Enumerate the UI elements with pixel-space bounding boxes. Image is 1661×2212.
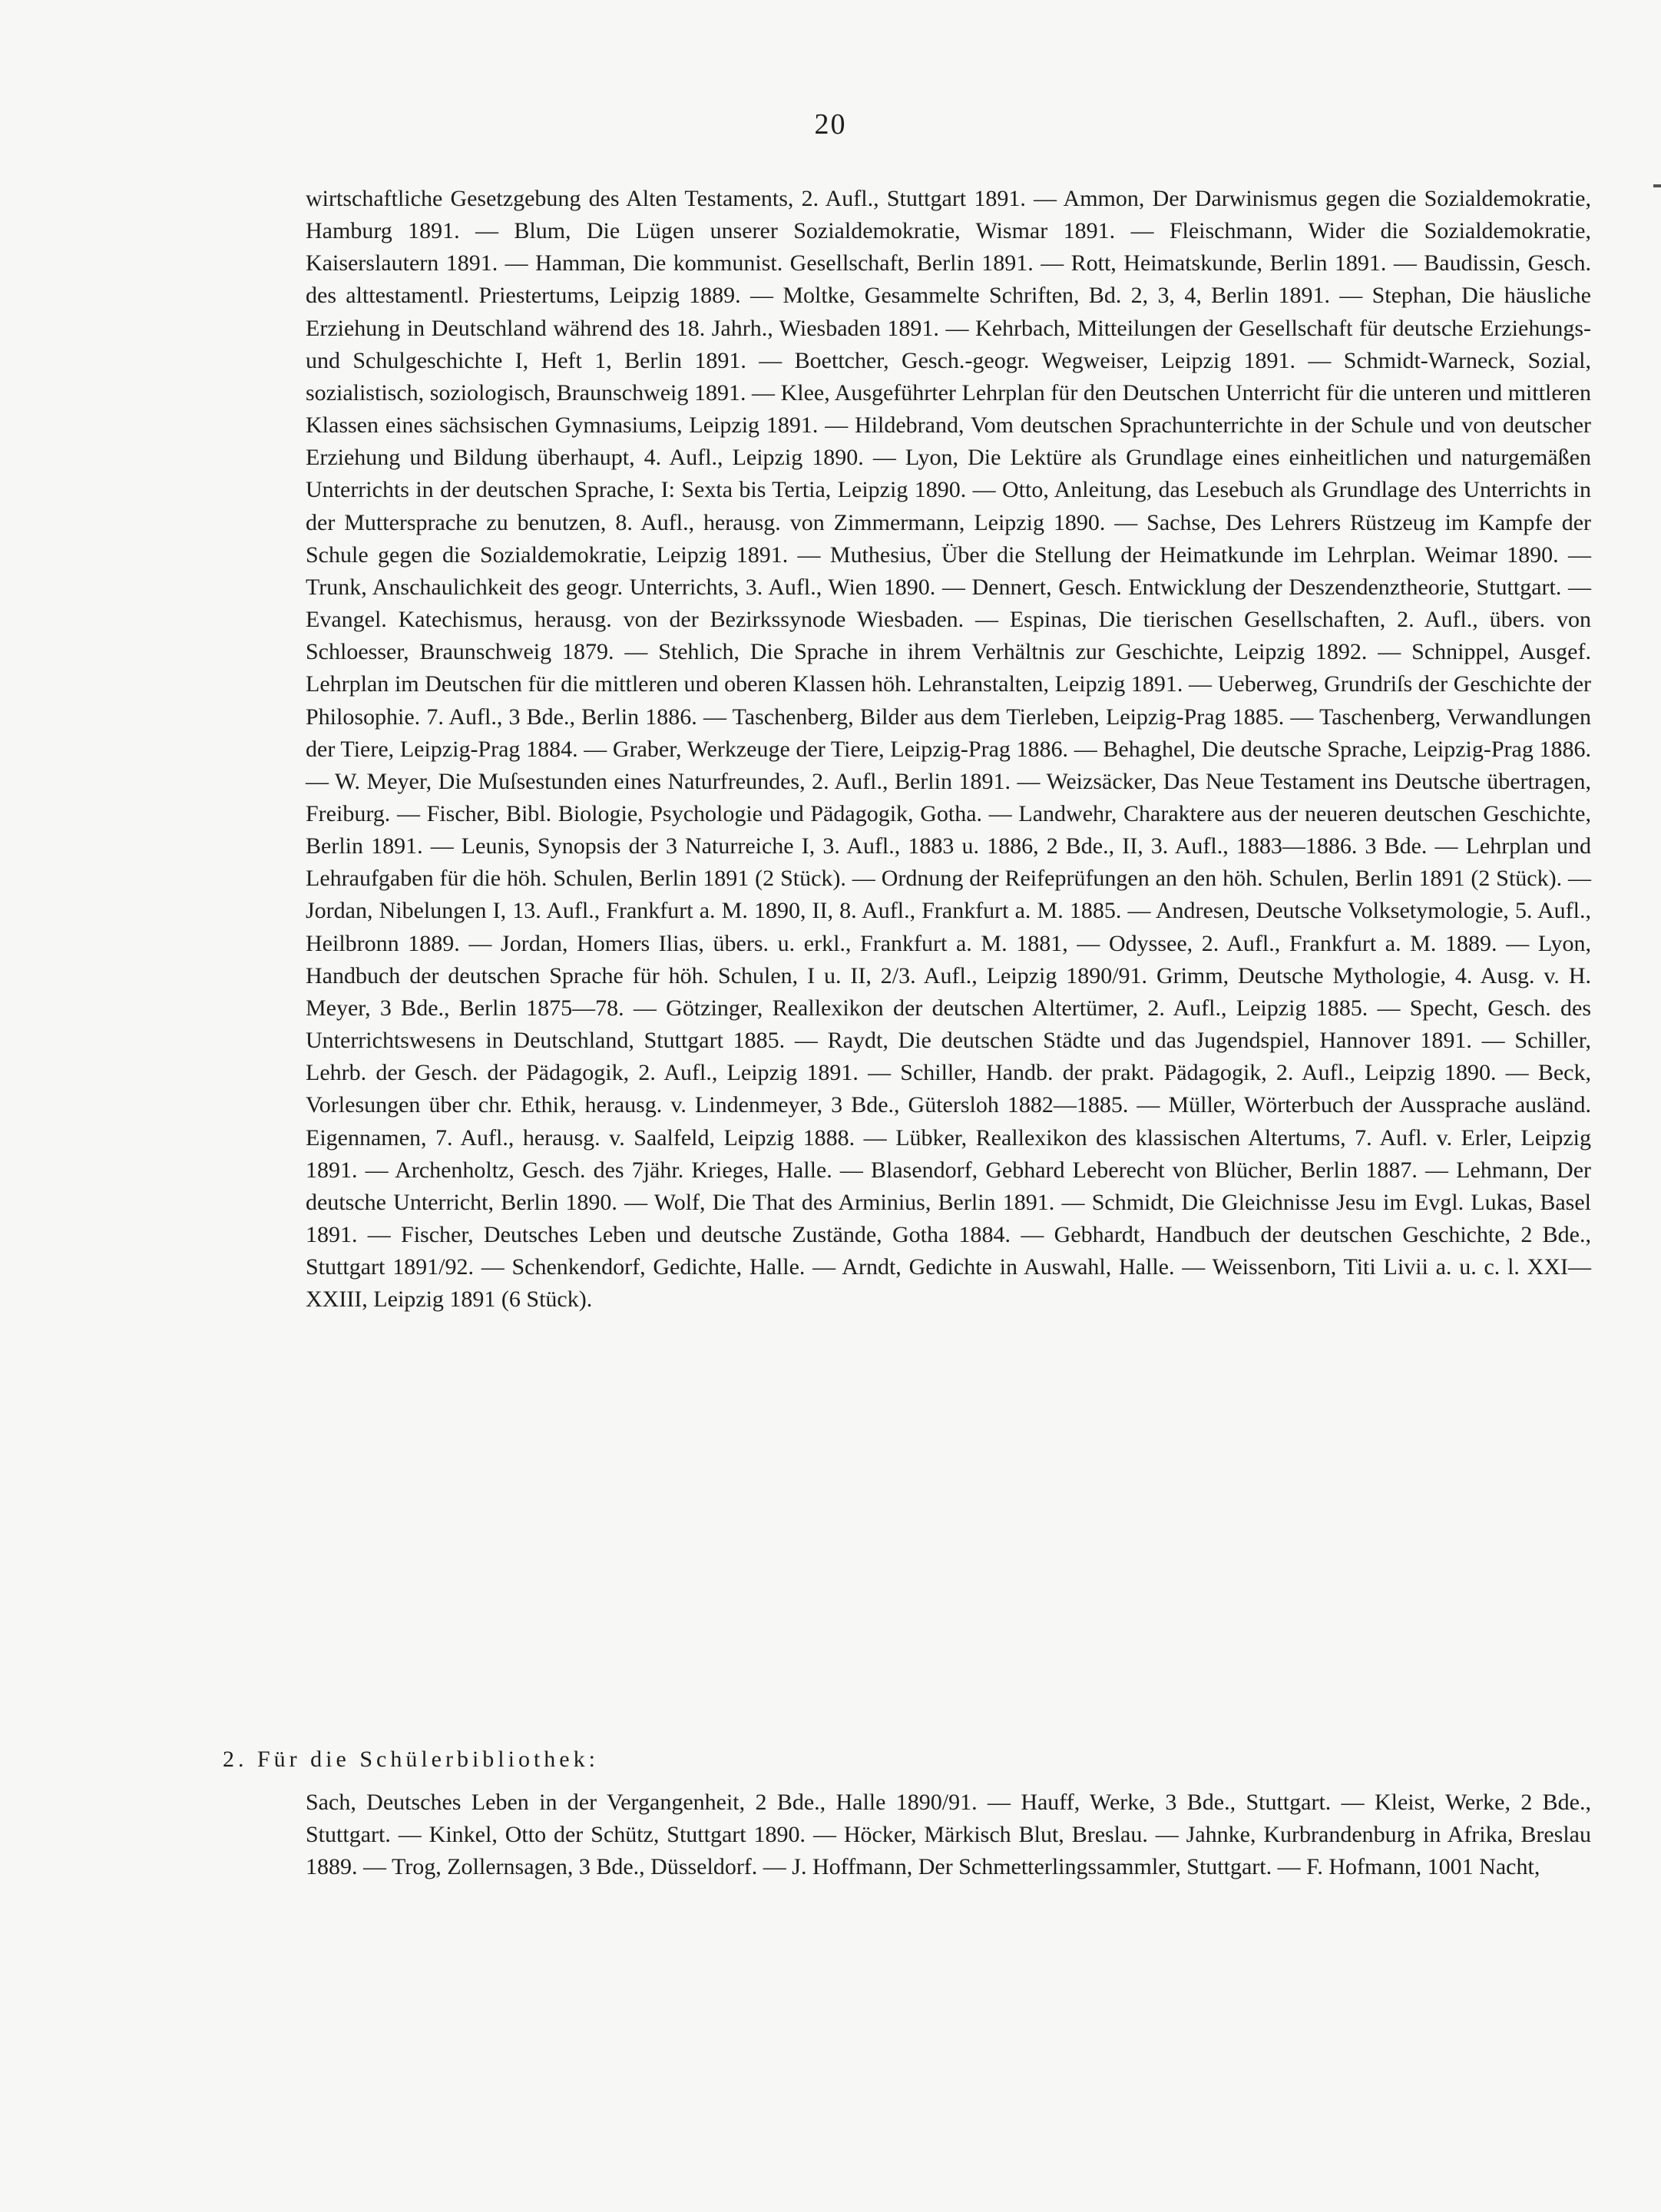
scan-edge-mark	[1653, 184, 1661, 187]
section-heading: 2. Für die Schülerbibliothek:	[223, 1747, 599, 1772]
section-text-block	[306, 1786, 1591, 1883]
bibliography-paragraph: wirtschaftliche Gesetzgebung des Alten Testaments, 2. Aufl., Stuttgart 1891. — Ammon, Der Darwinismus gegen die Sozialdemokratie, Hamburg 1891. — Blum, Die Lügen unserer Sozialdemokratie, Wismar 1891. — Fleischmann, Wider die Sozialdemokratie, Kaiserslautern 1891. — Hamman, Die kommunist. Gesellschaft, Berlin 1891. — Rott, Heimatskunde, Berlin 1891. — Baudissin, Gesch. des alttestamentl. Priestertums, Leipzig 1889. — Moltke, Gesammelte Schriften, Bd. 2, 3, 4, Berlin 1891. — Stephan, Die häusliche Erziehung in Deutschland während des 18. Jahrh., Wiesbaden 1891. — Kehrbach, Mitteilungen der Gesellschaft für deutsche Erziehungs- und Schulgeschichte I, Heft 1, Berlin 1891. — Boettcher, Gesch.-geogr. Wegweiser, Leipzig 1891. — Schmidt-Warneck, Sozial, sozialistisch, soziologisch, Braunschweig 1891. — Klee, Ausgeführter Lehrplan für den Deutschen Unterricht für die unteren und mittleren Klassen eines sächsischen Gymnasiums, Leipzig 1891. — Hildebrand, Vom deutschen Sprachunterrichte in der Schule und von deutscher Erziehung und Bildung überhaupt, 4. Aufl., Leipzig 1890. — Lyon, Die Lektüre als Grundlage eines einheitlichen und naturgemäßen Unterrichts in der deutschen Sprache, I: Sexta bis Tertia, Leipzig 1890. — Otto, Anleitung, das Lesebuch als Grundlage des Unterrichts in der Muttersprache zu benutzen, 8. Aufl., herausg. von Zimmermann, Leipzig 1890. — Sachse, Des Lehrers Rüstzeug im Kampfe der Schule gegen die Sozialdemokratie, Leipzig 1891. — Muthesius, Über die Stellung der Heimatkunde im Lehrplan. Weimar 1890. — Trunk, Anschaulichkeit des geogr. Unterrichts, 3. Aufl., Wien 1890. — Dennert, Gesch. Entwicklung der Deszendenztheorie, Stuttgart. — Evangel. Katechismus, herausg. von der Bezirkssynode Wiesbaden. — Espinas, Die tierischen Gesellschaften, 2. Aufl., übers. von Schloesser, Braunschweig 1879. — Stehlich, Die Sprache in ihrem Verhältnis zur Geschichte, Leipzig 1892. — Schnippel, Ausgef. Lehrplan im Deutschen für die mittleren und oberen Klassen höh. Lehranstalten, Leipzig 1891. — Ueberweg, Grundriſs der Geschichte der Philosophie. 7. Aufl., 3 Bde., Berlin 1886. — Taschenberg, Bilder aus dem Tierleben, Leipzig-Prag 1885. — Taschenberg, Verwandlungen der Tiere, Leipzig-Prag 1884. — Graber, Werkzeuge der Tiere, Leipzig-Prag 1886. — Behaghel, Die deutsche Sprache, Leipzig-Prag 1886. — W. Meyer, Die Muſsestunden eines Naturfreundes, 2. Aufl., Berlin 1891. — Weizsäcker, Das Neue Testament ins Deutsche übertragen, Freiburg. — Fischer, Bibl. Biologie, Psychologie und Pädagogik, Gotha. — Landwehr, Charaktere aus der neueren deutschen Geschichte, Berlin 1891. — Leunis, Synopsis der 3 Naturreiche I, 3. Aufl., 1883 u. 1886, 2 Bde., II, 3. Aufl., 1883—1886. 3 Bde. — Lehrplan und Lehraufgaben für die höh. Schulen, Berlin 1891 (2 Stück). — Ordnung der Reifeprüfungen an den höh. Schulen, Berlin 1891 (2 Stück). — Jordan, Nibelungen I, 13. Aufl., Frankfurt a. M. 1890, II, 8. Aufl., Frankfurt a. M. 1885. — Andresen, Deutsche Volksetymologie, 5. Aufl., Heilbronn 1889. — Jordan, Homers Ilias, übers. u. erkl., Frankfurt a. M. 1881, — Odyssee, 2. Aufl., Frankfurt a. M. 1889. — Lyon, Handbuch der deutschen Sprache für höh. Schulen, I u. II, 2/3. Aufl., Leipzig 1890/91. Grimm, Deutsche Mythologie, 4. Ausg. v. H. Meyer, 3 Bde., Berlin 1875—78. — Götzinger, Reallexikon der deutschen Altertümer, 2. Aufl., Leipzig 1885. — Specht, Gesch. des Unterrichtswesens in Deutschland, Stuttgart 1885. — Raydt, Die deutschen Städte und das Jugendspiel, Hannover 1891. — Schiller, Lehrb. der Gesch. der Pädagogik, 2. Aufl., Leipzig 1891. — Schiller, Handb. der prakt. Pädagogik, 2. Aufl., Leipzig 1890. — Beck, Vorlesungen über chr. Ethik, herausg. v. Lindenmeyer, 3 Bde., Gütersloh 1882—1885. — Müller, Wörterbuch der Aussprache ausländ. Eigennamen, 7. Aufl., herausg. v. Saalfeld, Leipzig 1888. — Lübker, Reallexikon des klassischen Altertums, 7. Aufl. v. Erler, Leipzig 1891. — Archenholtz, Gesch. des 7jähr. Krieges, Halle. — Blasendorf, Gebhard Leberecht von Blücher, Berlin 1887. — Lehmann, Der deutsche Unterricht, Berlin 1890. — Wolf, Die That des Arminius, Berlin 1891. — Schmidt, Die Gleichnisse Jesu im Evgl. Lukas, Basel 1891. — Fischer, Deutsches Leben und deutsche Zustände, Gotha 1884. — Gebhardt, Handbuch der deutschen Geschichte, 2 Bde., Stuttgart 1891/92. — Schenkendorf, Gedichte, Halle. — Arndt, Gedichte in Auswahl, Halle. — Weissenborn, Titi Livii a. u. c. l. XXI—XXIII, Leipzig 1891 (6 Stück).	[306, 186, 1591, 1313]
page-number: 20	[814, 108, 847, 141]
main-text-block	[306, 183, 1591, 1316]
section-paragraph: Sach, Deutsches Leben in der Vergangenheit, 2 Bde., Halle 1890/91. — Hauff, Werke, 3 Bde., Stuttgart. — Kleist, Werke, 2 Bde., Stuttgart. — Kinkel, Otto der Schütz, Stuttgart 1890. — Höcker, Märkisch Blut, Breslau. — Jahnke, Kurbrandenburg in Afrika, Breslau 1889. — Trog, Zollernsagen, 3 Bde., Düsseldorf. — J. Hoffmann, Der Schmetterlingssammler, Stuttgart. — F. Hofmann, 1001 Nacht,	[306, 1790, 1591, 1880]
